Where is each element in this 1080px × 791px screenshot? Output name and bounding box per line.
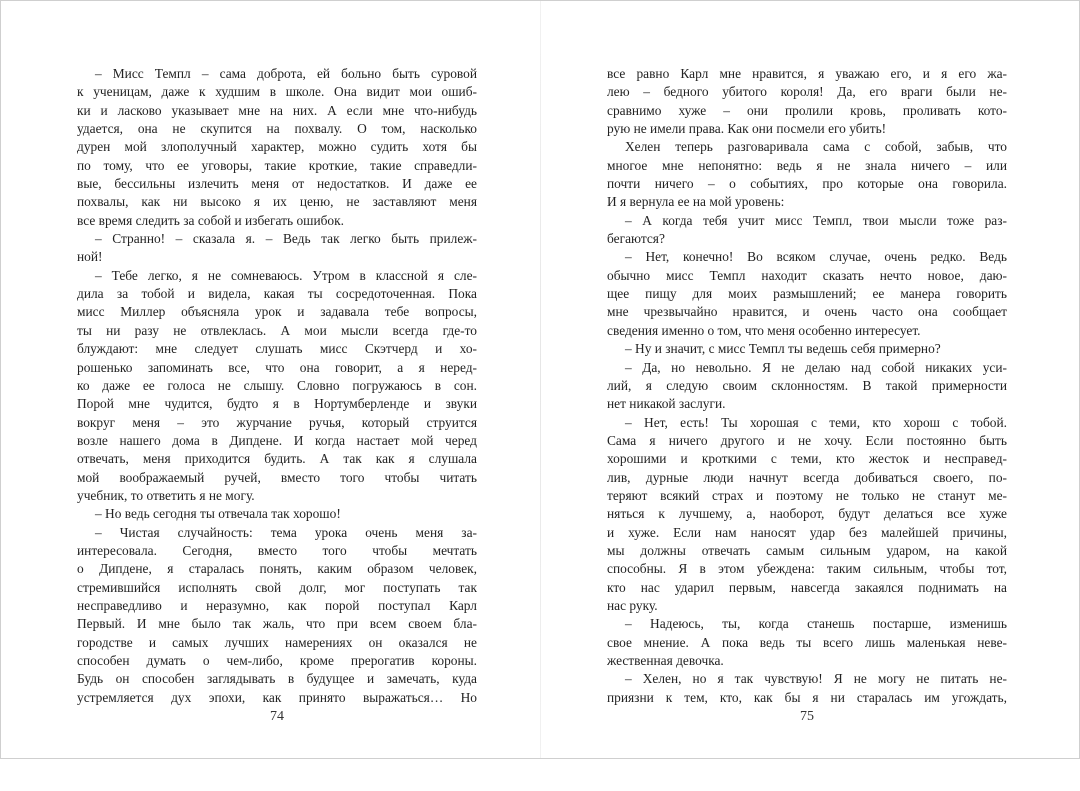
- text-line: свое мнение. А пока ведь ты всего лишь маленькая неве-: [607, 634, 1007, 650]
- text-line: ко даже ее голоса не слышу. Словно погружаюсь в сон.: [77, 377, 477, 393]
- text-line: – Надеюсь, ты, когда станешь постарше, изменишь: [625, 616, 1007, 632]
- right-page-number: 75: [800, 709, 814, 724]
- text-line: – Нет, конечно! Во всяком случае, очень редко. Ведь: [625, 249, 1007, 265]
- text-line: способен думать о чем-либо, кроме прерогатив короны.: [77, 653, 477, 668]
- text-line: вые, бессильны излечить меня от недостатков. И даже ее: [77, 176, 477, 192]
- text-line: бегаются?: [607, 231, 665, 247]
- text-line: городстве и самых лучших намерениях он оказался не: [77, 634, 477, 650]
- text-line: – Мисс Темпл – сама доброта, ей больно быть суровой: [95, 66, 477, 81]
- text-line: блуждают: мне следует слушать мисс Скэтчерд и хо-: [77, 341, 477, 357]
- text-line: рую не имели права. Как они посмели его убить!: [607, 121, 887, 137]
- text-line: ты ни разу не отвлеклась. А мои мысли всегда где-то: [77, 322, 477, 338]
- text-line: рошенько запоминать все, что она говорит, а я неред-: [77, 359, 477, 375]
- text-line: учебник, то ответить я не могу.: [77, 487, 255, 503]
- text-line: кто нас ударил первым, навсегда закаялся поднимать на: [607, 579, 1007, 595]
- text-line: Порой мне чудится, будто я в Нортумберленде и звуки: [77, 396, 477, 412]
- text-line: лив, дурные люди начнут всегда добиваться своего, по-: [607, 469, 1007, 485]
- text-line: обычно мисс Темпл находит сказать нечто новое, даю-: [607, 267, 1007, 283]
- text-line: стремившийся исполнять свой долг, мог поступать так: [77, 579, 477, 595]
- text-line: возле нашего дома в Дипдене. И когда настает мой черед: [77, 432, 477, 448]
- text-line: удается, она не скупится на похвалу. О том, насколько: [77, 121, 477, 137]
- left-page-text: [77, 65, 477, 707]
- text-line: мой воображаемый ручей, вместо того чтобы читать: [77, 469, 477, 485]
- text-line: несправедливо и неразумно, как порой поступал Карл: [77, 597, 477, 613]
- text-line: – Но ведь сегодня ты отвечала так хорошо!: [95, 506, 341, 522]
- text-line: – Странно! – сказала я. – Ведь так легко быть прилеж-: [95, 231, 477, 247]
- text-line: по тому, что ее уговоры, такие кроткие, такие справедли-: [77, 157, 477, 173]
- text-line: дурен мой злополучный характер, можно судить хотя бы: [77, 139, 477, 155]
- page-fold: [540, 1, 541, 758]
- text-line: устремляется дух эпохи, как принято выражаться… Но: [77, 689, 477, 705]
- text-line: – Тебе легко, я не сомневаюсь. Утром в классной я сле-: [95, 267, 477, 283]
- text-line: мисс Миллер объясняла урок и задавала тебе вопросы,: [77, 304, 477, 320]
- text-line: нас руку.: [607, 597, 658, 613]
- text-line: мне чрезвычайно нравится, и очень часто она сообщает: [607, 304, 1007, 320]
- left-page-number: 74: [270, 709, 284, 724]
- text-line: хорошими и кроткими с теми, кто жесток и несправед-: [607, 451, 1007, 467]
- text-line: почти ничего – о событиях, про которые она говорила.: [607, 176, 1007, 192]
- text-line: отвечать, меня приходится будить. А так как я слушала: [77, 451, 477, 467]
- text-line: – А когда тебя учит мисс Темпл, твои мысли тоже раз-: [625, 212, 1007, 228]
- text-line: мы должны отвечать самым сильным ударом, на какой: [607, 542, 1007, 558]
- text-line: все равно Карл мне нравится, я уважаю его, и я его жа-: [607, 66, 1007, 81]
- text-line: щее пищу для моих размышлений; ее манера говорить: [607, 286, 1007, 302]
- text-line: лий, я следую своим склонностям. В такой примерности: [607, 377, 1007, 393]
- text-line: сведения именно о том, что меня особенно интересует.: [607, 322, 921, 338]
- text-line: сравнимо хуже – они пролили кровь, проливать кото-: [607, 102, 1007, 118]
- text-line: к ученицам, даже к худшим в школе. Она видит мои ошиб-: [77, 84, 477, 100]
- text-line: Будь он способен заглядывать в будущее и замечать, куда: [77, 671, 477, 687]
- text-line: теряют всякий страх и поэтому не только не станут ме-: [607, 487, 1007, 503]
- text-line: Первый. И мне было так жаль, что при всем своем бла-: [77, 616, 477, 632]
- text-line: нет никакой заслуги.: [607, 396, 726, 412]
- text-line: ки и ласково указывает мне на них. А если мне что-нибудь: [77, 102, 477, 118]
- text-line: – Нет, есть! Ты хорошая с теми, кто хорош с тобой.: [625, 414, 1007, 430]
- text-line: многое мне непонятно: ведь я не знала ничего – или: [607, 157, 1007, 173]
- text-line: дила за тобой и видела, какая ты сосредоточенная. Пока: [77, 286, 477, 302]
- text-line: вокруг меня – это журчание ручья, который струится: [77, 414, 477, 430]
- text-block: [607, 65, 1007, 707]
- text-line: Сама я ничего другого и не хочу. Если постоянно быть: [607, 432, 1007, 448]
- text-line: – Ну и значит, с мисс Темпл ты ведешь себя примерно?: [625, 341, 941, 357]
- text-line: о Дипдене, я старалась понять, каким образом человек,: [77, 561, 477, 577]
- text-line: и хуже. Если нам наносят удар без малейшей причины,: [607, 524, 1007, 540]
- text-line: интересовала. Сегодня, вместо того чтобы мечтать: [77, 542, 477, 558]
- text-line: жественная девочка.: [607, 653, 724, 668]
- right-page-text: [607, 65, 1007, 707]
- text-line: няться к лучшему, а, наоборот, будут делаться все хуже: [607, 506, 1007, 522]
- text-line: И я вернула ее на мой уровень:: [607, 194, 785, 210]
- text-line: способны. Я в этом убеждена: таким сильным, чтобы тот,: [607, 561, 1007, 577]
- text-line: все время следить за собой и избегать ошибок.: [77, 212, 344, 228]
- text-line: Хелен теперь разговаривала сама с собой, забыв, что: [625, 139, 1007, 155]
- text-line: – Да, но невольно. Я не делаю над собой никаких уси-: [625, 359, 1007, 375]
- text-block: [77, 65, 477, 707]
- text-line: – Хелен, но я так чувствую! Я не могу не питать не-: [625, 671, 1007, 687]
- text-line: лею – бедного убитого короля! Да, его враги были не-: [607, 84, 1007, 100]
- text-line: ной!: [77, 249, 103, 265]
- text-line: похвалы, как ни высоко я их ценю, не заставляют меня: [77, 194, 477, 210]
- text-line: – Чистая случайность: тема урока очень меня за-: [95, 524, 477, 540]
- text-line: приязни к тем, кто, как бы я ни старалась им угождать,: [607, 689, 1007, 705]
